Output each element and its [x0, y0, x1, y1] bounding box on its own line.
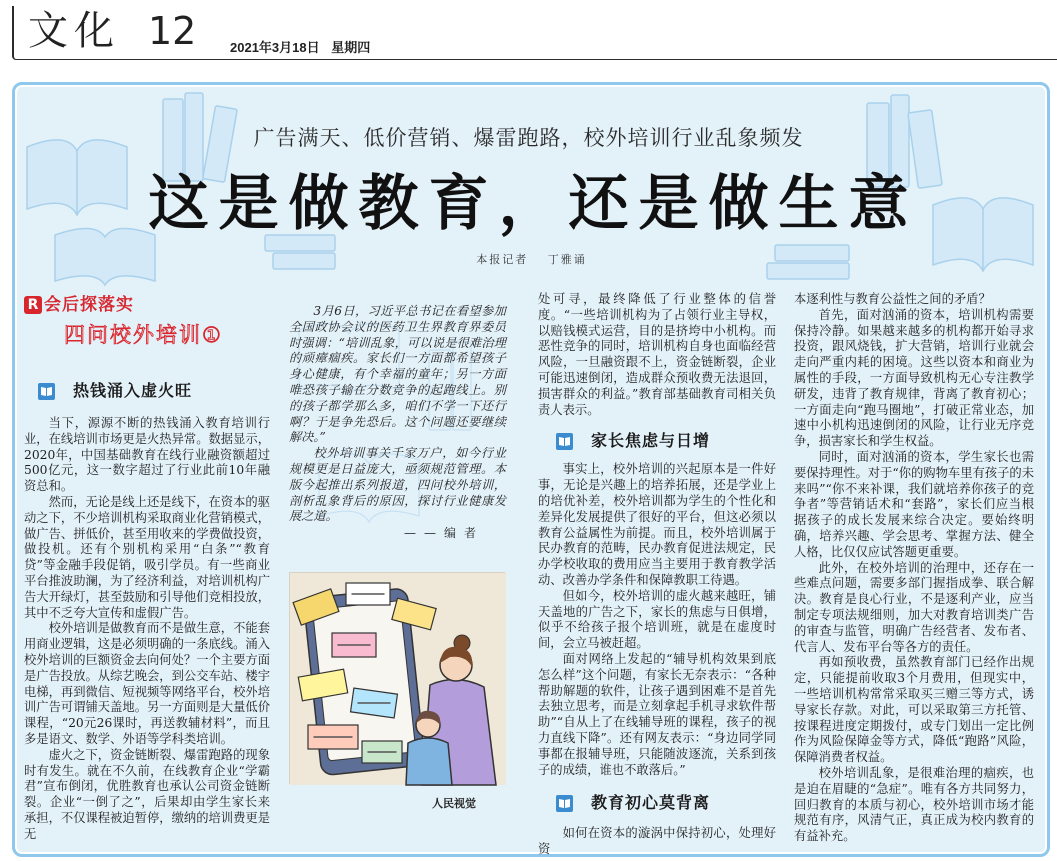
byline — [0, 253, 1057, 267]
paragraph-continued: 处可寻，最终降低了行业整体的信誉度。“一些培训机构为了占领行业主导权，以赔钱模式运营，目的是挤垮中小机构。而恶性竞争的同时，培训机构自身也面临经营风险，一旦融资跟不上，资金链断裂，企业可能迅速倒闭，造成群众预收费无法退回，损害群众的利益。”教育部基础教育司相关负责人表示。 — [538, 292, 776, 417]
column-3 — [538, 290, 776, 857]
weekday-text: 星期四 — [331, 40, 371, 55]
paragraph: 当下，源源不断的热钱涌入教育培训行业，在线培训市场更是火热异常。数据显示，2020年，中国基础教育在线行业融资额超过500亿元，这一数字超过了行业此前10年融资总和。 — [24, 416, 270, 494]
editor-note — [289, 304, 506, 541]
article-subtitle: 广告满天、低价营销、爆雷跑路，校外培训行业乱象频发 — [253, 126, 804, 150]
paragraph: 同时，面对汹涌的资本，学生家长也需要保持理性。对于“你的购物车里有孩子的未来吗”“你不来补课，我们就培养你孩子的竞争者”等营销话术和“套路”，家长们应当根据孩子的成长发展来综合决定。要始终明确，培养兴趣、学会思考、掌握方法、健全人格，比仅仅应试答题更重要。 — [794, 449, 1034, 559]
section-name: 文化 — [28, 8, 120, 54]
section-heading-text: 家长焦虑与日增 — [591, 431, 711, 451]
date-text: 2021年3月18日 — [230, 40, 320, 55]
section-body — [24, 416, 270, 843]
paragraph: 如何在资本的漩涡中保持初心，处理好资 — [538, 826, 776, 857]
section-body — [538, 462, 776, 778]
section-body — [538, 826, 776, 858]
series-label-row — [24, 294, 270, 316]
column-1 — [24, 290, 270, 841]
book-icon — [556, 433, 573, 450]
masthead — [12, 6, 1057, 60]
paragraph: 再如预收费，虽然教育部门已经作出规定，只能提前收取3个月费用，但现实中，一些培训机构常常采取买三赠三等方式，诱导家长存款。对此，可以采取第三方托管、按课程进度定期拨付，或专门划出一定比例作为风险保障金等方式，降低“跑路”风险，保障消费者权益。 — [794, 655, 1034, 765]
series-label: 会后探落实 — [44, 295, 134, 315]
paragraph: 此外，在校外培训的治理中，还存在一些难点问题，需要多部门握指成拳、联合解决。教育是良心行业，不是逐利产业，应当制定专项法规细则，加大对教育培训类广告的审查与监管，明确广告经营者、发布者、代言人、发布平台等各方的责任。 — [794, 560, 1034, 654]
section-heading-text: 教育初心莫背离 — [591, 793, 711, 813]
section-heading — [24, 380, 270, 402]
article-title: 这是做教育，还是做生意 — [148, 169, 919, 239]
column-4 — [794, 290, 1034, 844]
byline-role: 本报记者 — [476, 253, 529, 266]
paragraph: 校外培训是做教育而不是做生意，不能套用商业逻辑，这是必须明确的一条底线。涌入校外培训的巨额资金去向何处？一个主要方面是广告投放。从综艺晚会，到公交车站、楼宇电梯，再到微信、短视频等网络平台，校外培训广告可谓铺天盖地。另一方面则是大量低价课程，“20元26课时，再送教辅材料”，而且多是语文、数学、外语等学科类培训。 — [24, 621, 270, 746]
series-title: 四问校外培训① — [64, 323, 223, 347]
illustration — [289, 572, 505, 784]
book-icon — [556, 795, 573, 812]
book-icon — [38, 383, 55, 400]
series-logo: R — [24, 296, 42, 314]
column-2 — [289, 290, 506, 838]
byline-name: 丁雅诵 — [547, 253, 587, 266]
editor-note-paragraph: 校外培训事关千家万户，如今行业规模更是日益庞大，亟须规范管理。本版今起推出系列报道，四问校外培训，剖析乱象背后的原因，探讨行业健康发展之道。 — [289, 446, 506, 524]
paragraph: 首先，面对汹涌的资本，培训机构需要保持冷静。如果越来越多的机构都开始寻求投资，跟风烧钱，扩大营销，培训行业就会走向严重内耗的困境。这些以资本和商业为属性的手段，一方面导致机构无心专注教学研发，违背了教育规律，背离了教育初心；一方面走向“跑马圈地”，打破正常业态，加速中小机构迅速倒闭的风险，让行业无序竞争，损害家长和学生权益。 — [794, 307, 1034, 449]
issue-date — [230, 40, 370, 55]
page-number: 12 — [148, 9, 197, 53]
section-heading — [538, 430, 776, 452]
paragraph-continued: 本逐利性与教育公益性之间的矛盾？ — [794, 292, 991, 306]
paragraph: 事实上，校外培训的兴起原本是一件好事，无论是兴趣上的培养拓展，还是学业上的培优补差，校外培训都为学生的个性化和差异化发展提供了很好的平台，但这必须以教育公益属性为前提。而且，校外培训属于民办教育的范畴，民办教育促进法规定，民办学校收取的费用应当主要用于教育教学活动、改善办学条件和保障教职工待遇。 — [538, 462, 776, 587]
editor-note-paragraph: 3月6日，习近平总书记在看望参加全国政协会议的医药卫生界教育界委员时强调：“培训乱象，可以说是很难治理的顽瘴痼疾。家长们一方面都希望孩子身心健康，有个幸福的童年；另一方面唯恐孩子输在分数竞争的起跑线上。别的孩子都学那么多，咱们不学一下还行啊？于是争先恐后。这个问题还要继续解决。” — [289, 304, 506, 445]
illustration-drawing — [290, 573, 506, 785]
paragraph: 然而，无论是线上还是线下，在资本的驱动之下，不少培训机构采取商业化营销模式，做广告、拼低价，甚至用收来的学费做投资，做投机。还有个别机构采用“白条”“教育贷”等金融手段促销，吸引学员。有一些商业平台推波助澜，为了经济利益，对培训机构广告大开绿灯，甚至鼓励和引导他们竞相投放，其中不乏夸大宣传和虚假广告。 — [24, 494, 270, 620]
section-heading-text: 热钱涌入虚火旺 — [73, 381, 193, 400]
paragraph: 面对网络上发起的“辅导机构效果到底怎么样”这个问题，有家长无奈表示：“各种帮助解题的软件，让孩子遇到困难不是首先去独立思考，而是立刻拿起手机寻求软件帮助”“自从上了在线辅导班的课程，孩子的视力直线下降”。还有网友表示：“身边同学同事都在报辅导班，只能随波逐流，关系到孩子的成绩，谁也不敢落后。” — [538, 651, 776, 777]
paragraph: 虚火之下，资金链断裂、爆雷跑路的现象时有发生。就在不久前，在线教育企业“学霸君”宣布倒闭，优胜教育也承认公司资金链断裂。企业“一倒了之”，后果却由学生家长来承担，不仅课程被迫暂停，缴纳的培训费更是无 — [24, 747, 270, 841]
paragraph: 校外培训乱象，是很难治理的痼疾，也是迫在眉睫的“急症”。唯有各方共同努力，回归教育的本质与初心，校外培训市场才能规范有序，风清气正，真正成为校内教育的有益补充。 — [794, 765, 1034, 844]
photo-credit: 人民视觉 — [432, 797, 476, 810]
section-heading — [538, 792, 776, 814]
editor-signature: ——编者 — [403, 526, 484, 541]
paragraph: 但如今，校外培训的虚火越来越旺，铺天盖地的广告之下，家长的焦虑与日俱增，似乎不给孩子报个培训班，就是在虚度时间，会立马被赶超。 — [538, 588, 776, 651]
